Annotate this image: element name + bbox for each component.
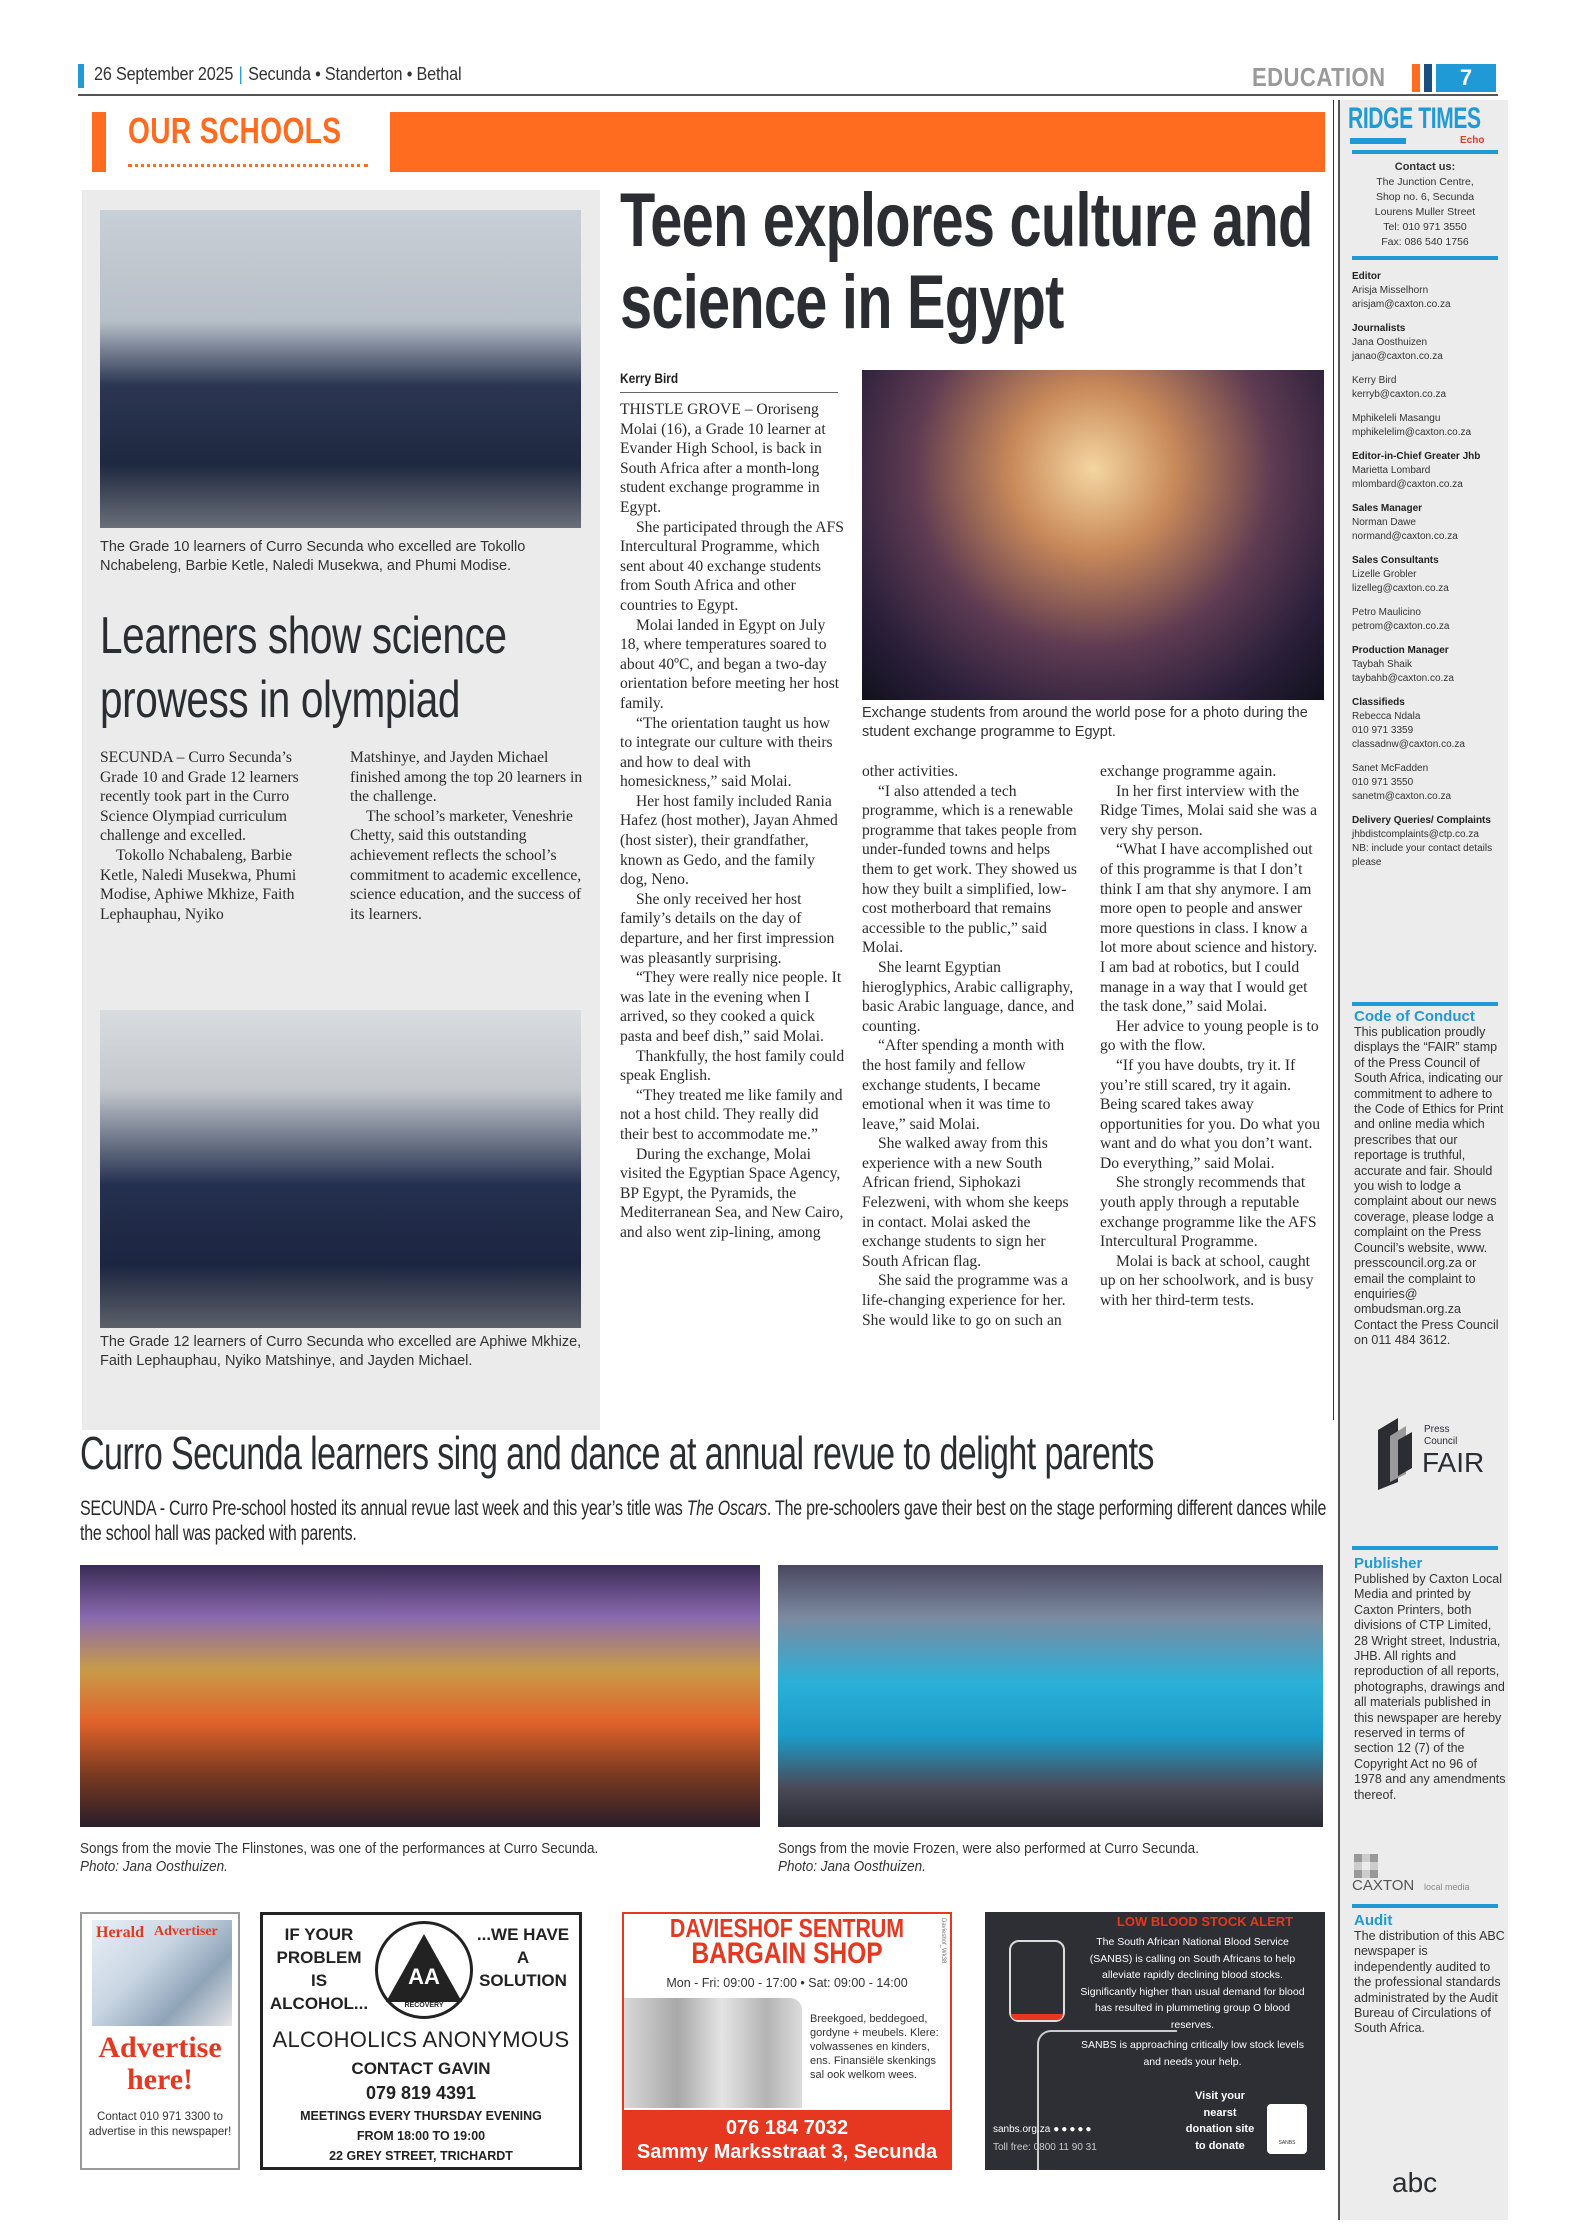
blood-alert-text: The South African National Blood Service (SANBS) is calling on South Africans to help alleviate rapidly declining blood stocks. Significantly higher than usual demand for blood has resulted in plummeting group O blood reserves. SANBS is approaching critically low stock levels and needs your help. [1080, 1936, 1305, 2068]
edition-locations: Secunda • Standerton • Bethal [248, 64, 462, 84]
email-link[interactable]: janao@caxton.co.za [1352, 351, 1443, 362]
staff-entry: Kerry Bird kerryb@caxton.co.za [1352, 374, 1504, 402]
shop-contact-bar [624, 2110, 950, 2170]
contact-line: Tel: 010 971 3550 [1383, 221, 1467, 233]
header-separator: | [238, 64, 243, 84]
paragraph: During the exchange, Molai visited the Egyptian Space Agency, BP Egypt, the Pyramids, the Mediterranean Sea, and New Cairo, and also went zip-lining, among [620, 1145, 844, 1241]
olympiad-column-2 [350, 748, 585, 924]
staff-list [1352, 270, 1504, 880]
sanbs-blood-alert-ad[interactable] [985, 1912, 1325, 2170]
furniture-image [624, 1998, 802, 2108]
shop-description: Breekgoed, beddegoed, gordyne + meubels. Klere: volwassenes en kinders, ens. Finansiële skenkings sal ook welkom wees. [810, 2013, 939, 2081]
paragraph: Matshinye, and Jayden Michael finished among the top 20 learners in the challenge. [350, 749, 583, 806]
revue-headline: Curro Secunda learners sing and dance at annual revue to delight parents [80, 1427, 1154, 1479]
audit-block [1354, 1912, 1506, 2037]
frozen-performance-photo [778, 1565, 1323, 1827]
aa-address: 22 GREY STREET, TRICHARDT [329, 2149, 513, 2163]
section-label: EDUCATION [1252, 62, 1386, 92]
aa-time: FROM 18:00 TO 19:00 [356, 2129, 486, 2143]
staff-group-journalists: Journalists Jana Oosthuizen janao@caxton.co.za [1352, 322, 1504, 364]
newspapers-image: Herald Advertiser [92, 1920, 232, 2026]
page-number: 7 [1436, 64, 1496, 92]
header-rule [78, 94, 1498, 96]
sidebar-rule [1352, 1904, 1498, 1908]
davieshof-bargain-shop-ad[interactable] [622, 1912, 952, 2170]
flintstones-performance-photo [80, 1565, 760, 1827]
section-dark-bar [1424, 64, 1432, 92]
paragraph: SECUNDA – Curro Secunda’s Grade 10 and Grade 12 learners recently took part in the Curro Science Olympiad curriculum challenge and excelled. [100, 749, 299, 845]
audit-text: The distribution of this ABC newspaper is independently audited to the professional standards administrated by the Audit Bureau of Circulations of South Africa. [1354, 1929, 1505, 2036]
svg-text:CAXTON: CAXTON [1352, 1877, 1415, 1892]
alcoholics-anonymous-ad[interactable] [260, 1912, 582, 2170]
advertise-headline: Advertise here! [98, 2031, 222, 2096]
staff-group-sales-manager: Sales Manager Norman Dawe normand@caxton.co.za [1352, 502, 1504, 544]
email-link[interactable]: lizelleg@caxton.co.za [1352, 583, 1449, 594]
publisher-text: Published by Caxton Local Media and printed by Caxton Printers, both divisions of CTP Limited, 28 Wright street, Industria, JHB. All rights and reproduction of all reports, photographs, drawings and all materials published in this newspaper are hereby reserved in terms of section 12 (7) of the Copyright Act no 96 of 1978 and any amendments thereof. [1354, 1572, 1506, 1802]
staff-entry: Mphikeleli Masangu mphikelelim@caxton.co.za [1352, 412, 1504, 440]
sidebar-rule [1352, 256, 1498, 260]
paragraph: Molai is back at school, caught up on her schoolwork, and is busy with her third-term tests. [1100, 1252, 1314, 1310]
photo-credit: Photo: Jana Oosthuizen. [778, 1858, 926, 1875]
paragraph: “They treated me like family and not a host child. They really did their best to accommodate me.” [620, 1086, 843, 1143]
advertise-here-ad[interactable] [80, 1912, 240, 2170]
photo-credit: Photo: Jana Oosthuizen. [80, 1858, 228, 1875]
issue-date: 26 September 2025 [94, 64, 234, 84]
paragraph: exchange programme again. [1100, 763, 1277, 780]
paragraph: Tokollo Nchabaleng, Barbie Ketle, Naledi Musekwa, Phumi Modise, Aphiwe Mkhize, Faith Lephauphau, Nyiko [100, 846, 297, 923]
paragraph: In her first interview with the Ridge Times, Molai said she was a very shy person. [1100, 782, 1318, 839]
banner-accent-bar [92, 112, 106, 172]
masthead-echo: Echo [1460, 135, 1485, 146]
blood-alert-title: LOW BLOOD STOCK ALERT [1116, 1914, 1294, 1929]
paragraph: “I also attended a tech programme, which is a renewable programme that takes people from under-funded towns and helps them to get work. They showed us how they built a simplified, low-cost motherboard that remains accessible to the public,” said Molai. [862, 782, 1077, 957]
contact-heading: Contact us: [1394, 161, 1456, 173]
egypt-headline: Teen explores culture and science in Egypt [620, 178, 1313, 345]
publisher-block [1354, 1555, 1506, 1803]
advertise-contact: Contact 010 971 3300 to advertise in this newspaper! [88, 2111, 232, 2138]
revue-show-title: The Oscars [686, 1497, 767, 1520]
header-accent-bar [78, 64, 84, 88]
staff-group-editor: Editor Arisja Misselhorn arisjam@caxton.co.za [1352, 270, 1504, 312]
staff-entry: Sanet McFadden 010 971 3550 sanetm@caxton.co.za [1352, 762, 1504, 804]
paragraph: “What I have accomplished out of this programme is that I don’t think I am that shy anymore. I am more open to people and answer more questions in class. I know a lot more about science and history. I am bad at robotics, but I could manage in a way that I would get the task done,” said Molai. [1100, 841, 1318, 1016]
publisher-heading: Publisher [1354, 1555, 1423, 1572]
svg-text:Press: Press [1424, 1424, 1450, 1435]
section-orange-bar [1412, 64, 1420, 92]
banner-title: OUR SCHOOLS [128, 110, 342, 151]
email-link[interactable]: mlombard@caxton.co.za [1352, 479, 1463, 490]
aa-emblem-icon: AA RECOVERY [375, 1921, 473, 2019]
egypt-column-1 [620, 400, 845, 1243]
email-link[interactable]: normand@caxton.co.za [1352, 531, 1458, 542]
svg-text:Council: Council [1424, 1436, 1458, 1447]
paragraph: The school’s marketer, Veneshrie Chetty, said this outstanding achievement reflects the school’s commitment to academic excellence, science education, and the success of its learners. [350, 807, 582, 923]
paragraph: THISTLE GROVE – Ororiseng Molai (16), a Grade 10 learner at Evander High School, is back in South Africa after a month-long student exchange programme in Egypt. [620, 401, 826, 516]
egypt-byline: Kerry Bird [620, 370, 679, 386]
ad-code: Davieshof_Wk38 [940, 1918, 946, 1964]
contact-line: Fax: 086 540 1756 [1381, 236, 1469, 248]
frozen-caption: Songs from the movie Frozen, were also performed at Curro Secunda. Photo: Jana Oosthuizen. [778, 1840, 1338, 1876]
svg-text:local media: local media [1424, 1882, 1470, 1892]
contact-line: Shop no. 6, Secunda [1375, 191, 1475, 203]
sidebar-rule [1352, 1002, 1498, 1006]
exchange-students-photo [862, 370, 1324, 700]
aa-meetings: MEETINGS EVERY THURSDAY EVENING [300, 2109, 542, 2123]
blood-bag-icon [1009, 1940, 1065, 2022]
sanbs-logo: SANBS [1267, 2104, 1307, 2154]
email-link[interactable]: sanetm@caxton.co.za [1352, 791, 1452, 802]
grade10-learners-photo [100, 210, 581, 528]
exchange-photo-caption: Exchange students from around the world pose for a photo during the student exchange programme to Egypt. [862, 705, 1308, 740]
masthead-logo: RIDGE TIMES [1348, 102, 1481, 135]
press-council-fair-logo [1372, 1410, 1492, 1490]
paragraph: She only received her host family’s details on the day of departure, and her first impression was pleasantly surprising. [620, 890, 835, 967]
grade10-photo-caption: The Grade 10 learners of Curro Secunda who excelled are Tokollo Nchabeleng, Barbie Ketle, Naledi Musekwa, and Phumi Modise. [100, 539, 526, 574]
email-link[interactable]: petrom@caxton.co.za [1352, 621, 1450, 632]
revue-intro: SECUNDA - Curro Pre-school hosted its annual revue last week and this year’s title was The Oscars. The pre-schoolers gave their best on the stage performing different dances while the school hall was packed with parents. [80, 1497, 1327, 1545]
paragraph: Her advice to young people is to go with the flow. [1100, 1017, 1319, 1055]
banner-dotted-rule [128, 164, 368, 167]
social-media-icons: ●●●●● [1053, 2124, 1094, 2135]
column-rule [1333, 100, 1334, 1420]
shop-name-line1: DAVIESHOF SENTRUM [669, 1913, 905, 1943]
shop-address: Sammy Marksstraat 3, Secunda [636, 2141, 938, 2163]
contact-block [1345, 160, 1505, 250]
paragraph: “The orientation taught us how to integrate our culture with theirs and how to deal with homesickness,” said Molai. [620, 714, 833, 791]
egypt-column-3 [1100, 762, 1325, 1311]
egypt-column-2 [862, 762, 1077, 1330]
page-header [94, 64, 461, 85]
aa-phone: 079 819 4391 [365, 2083, 477, 2103]
byline-rule [620, 392, 838, 393]
staff-group-sales-consultants: Sales Consultants Lizelle Grobler lizelleg@caxton.co.za [1352, 554, 1504, 596]
paragraph: other activities. [862, 763, 959, 780]
flintstones-caption: Songs from the movie The Flinstones, was one of the performances at Curro Secunda. Photo: Jana Oosthuizen. [80, 1840, 770, 1876]
aa-right-text: ...WE HAVE A SOLUTION [476, 1925, 570, 1990]
staff-group-classifieds: Classifieds Rebecca Ndala 010 971 3359 classadnw@caxton.co.za [1352, 696, 1504, 752]
email-link[interactable]: mphikelelim@caxton.co.za [1352, 427, 1472, 438]
email-link[interactable]: classadnw@caxton.co.za [1352, 739, 1465, 750]
grade12-learners-photo [100, 1010, 581, 1328]
abc-logo [1390, 2162, 1450, 2202]
paragraph: She learnt Egyptian hieroglyphics, Arabic calligraphy, basic Arabic language, dance, and counting. [862, 958, 1075, 1035]
aa-contact: CONTACT GAVIN [351, 2059, 491, 2078]
code-of-conduct-text: This publication proudly displays the “FAIR” stamp of the Press Council of South Africa, indicating our commitment to adhere to the Code of Ethics for Print and online media which prescribes that our reportage is truthful, accurate and fair. Should you wish to lodge a complaint about our news coverage, please lodge a complaint on the Press Council’s website, www. presscouncil.org.za or email the complaint to enquiries@ ombudsman.org.za Contact the Press Council on 011 484 3612. [1354, 1025, 1504, 1348]
paragraph: “After spending a month with the host family and fellow exchange students, I became emotional when it was time to leave,” said Molai. [862, 1037, 1065, 1133]
email-link[interactable]: kerryb@caxton.co.za [1352, 389, 1447, 400]
email-link[interactable]: arisjam@caxton.co.za [1352, 299, 1451, 310]
sanbs-toll-free: Toll free: 0800 11 90 31 [993, 2142, 1097, 2153]
email-link[interactable]: taybahb@caxton.co.za [1352, 673, 1454, 684]
audit-heading: Audit [1354, 1912, 1393, 1929]
paragraph: “They were really nice people. It was late in the evening when I arrived, so they cooked a quick pasta and beef dish,” said Molai. [620, 969, 842, 1045]
shop-name-line2: BARGAIN SHOP [691, 1937, 883, 1970]
grade12-photo-caption: The Grade 12 learners of Curro Secunda who excelled are Aphiwe Mkhize, Faith Lephauphau, Nyiko Matshinye, and Jayden Michael. [100, 1334, 582, 1369]
paragraph: “If you have doubts, try it. If you’re still scared, try it again. Being scared takes away opportunities for you. Do what you want and do what you don’t want. Do everything,” said Molai. [1100, 1056, 1321, 1172]
contact-line: Lourens Muller Street [1374, 206, 1476, 218]
svg-text:abc: abc [1392, 2167, 1438, 2198]
aa-left-text: IF YOUR PROBLEM IS ALCOHOL... [269, 1925, 369, 2013]
paragraph: She strongly recommends that youth apply through a reputable exchange programme like the AFS Intercultural Programme. [1100, 1174, 1317, 1251]
paragraph: Thankfully, the host family could speak English. [620, 1047, 845, 1085]
olympiad-column-1 [100, 748, 320, 924]
sanbs-website[interactable]: sanbs.org.za ●●●●● [993, 2124, 1094, 2135]
shop-hours: Mon - Fri: 09:00 - 17:00 • Sat: 09:00 - 14:00 [666, 1976, 908, 1990]
email-link[interactable]: jhbdistcomplaints@ctp.co.za [1352, 829, 1479, 840]
paragraph: She said the programme was a life-changing experience for her. She would like to go on such an [862, 1272, 1069, 1329]
code-of-conduct [1354, 1008, 1506, 1349]
paragraph: She walked away from this experience with a new South African friend, Siphokazi Felezweni, with whom she keeps in contact. Molai asked the exchange students to sign her South African flag. [862, 1135, 1069, 1270]
staff-group-production: Production Manager Taybah Shaik taybahb@caxton.co.za [1352, 644, 1504, 686]
paragraph: Molai landed in Egypt on July 18, where temperatures soared to about 40ºC, and began a two-day orientation before meeting her host family. [620, 616, 840, 712]
banner-orange-block [390, 112, 1325, 172]
contact-line: The Junction Centre, [1376, 176, 1474, 188]
sidebar-rule [1352, 1546, 1498, 1550]
olympiad-headline: Learners show science prowess in olympiad [100, 607, 507, 729]
paragraph: She participated through the AFS Intercultural Programme, which sent about 40 exchange students from South Africa and other countries to Egypt. [620, 518, 844, 614]
paragraph: Her host family included Rania Hafez (host mother), Jayan Ahmed (host sister), their grandfather, known as Gedo, and the family dog, Neno. [620, 792, 838, 889]
staff-group-delivery: Delivery Queries/ Complaints jhbdistcomplaints@ctp.co.za NB: include your contact details please [1352, 814, 1504, 870]
staff-entry: Petro Maulicino petrom@caxton.co.za [1352, 606, 1504, 634]
donation-call-to-action: Visit your nearst donation site to donate [1185, 2090, 1255, 2152]
masthead-stripe [1350, 138, 1406, 144]
shop-phone: 076 184 7032 [725, 2117, 849, 2139]
code-of-conduct-heading: Code of Conduct [1354, 1008, 1475, 1025]
staff-group-editor-in-chief: Editor-in-Chief Greater Jhb Marietta Lombard mlombard@caxton.co.za [1352, 450, 1504, 492]
svg-text:FAIR: FAIR [1422, 1447, 1485, 1478]
sidebar-rule [1352, 150, 1498, 154]
aa-name: ALCOHOLICS ANONYMOUS [272, 2027, 570, 2052]
